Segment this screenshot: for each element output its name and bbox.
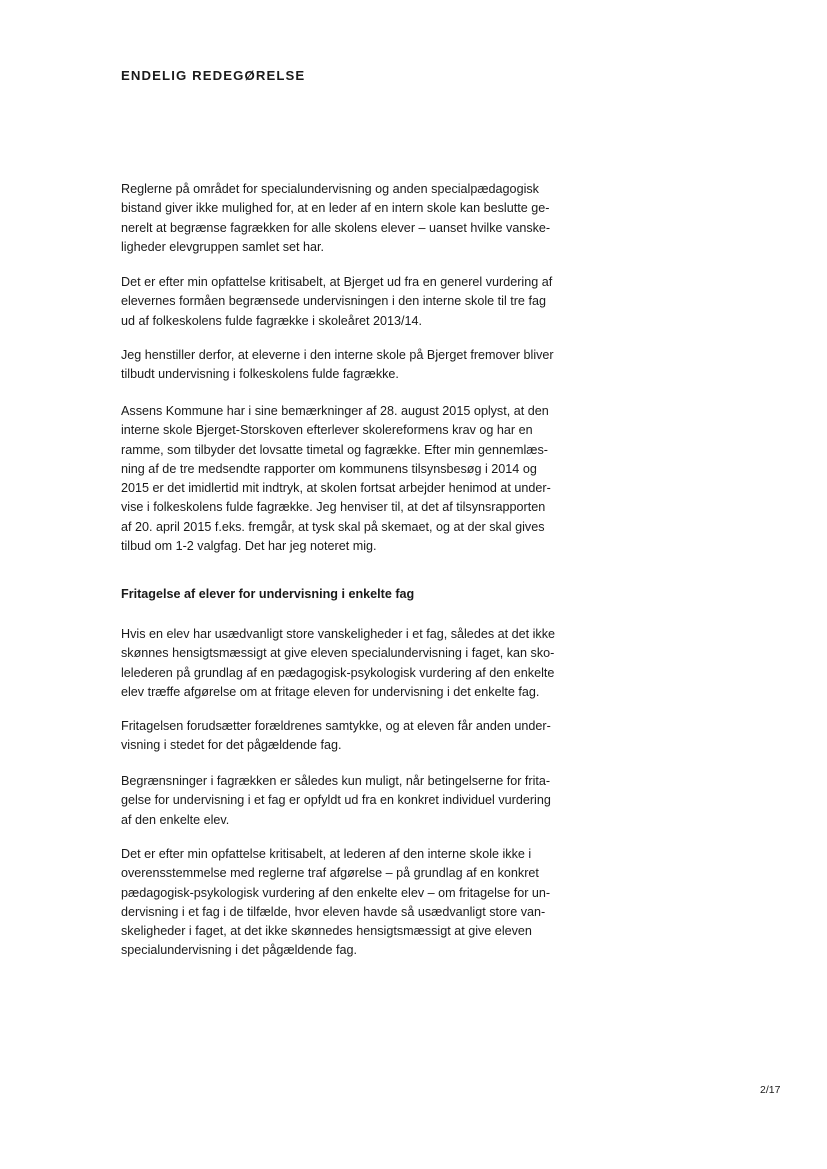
text-line: ligheder elevgruppen samlet set har. [121,239,325,254]
text-line: Det er efter min opfattelse kritisabelt, at lederen af den interne skole ikke i [121,847,532,861]
text-line: ramme, som tilbyder det lovsatte timetal og fagrække. Efter min gennemlæs- [121,442,548,457]
page-number: 2/17 [760,1084,781,1096]
text-line: Hvis en elev har usædvanligt store vanskeligheder i et fag, således at det ikke [121,627,556,641]
document-title: ENDELIG REDEGØRELSE [121,68,306,83]
paragraph [121,717,591,756]
paragraph [121,772,591,830]
paragraph [121,625,591,702]
section-heading: Fritagelse af elever for undervisning i enkelte fag [121,587,415,601]
text-line: Begrænsninger i fagrækken er således kun muligt, når betingelserne for frita- [121,774,551,788]
text-line: elevernes formåen begrænsede undervisningen i den interne skole til tre fag [121,294,546,309]
paragraph [121,273,591,331]
text-line: af den enkelte elev. [121,812,230,827]
paragraph [121,346,591,385]
text-line: tilbudt undervisning i folkeskolens fulde fagrække. [121,367,399,382]
text-line: Det er efter min opfattelse kritisabelt, at Bjerget ud fra en generel vurdering af [121,275,553,289]
text-line: ud af folkeskolens fulde fagrække i skoleåret 2013/14. [121,313,423,328]
text-line: ning af de tre medsendte rapporter om kommunens tilsynsbesøg i 2014 og [121,461,537,476]
text-line: af 20. april 2015 f.eks. fremgår, at tysk skal på skemaet, og at der skal gives [121,519,545,534]
text-line: skeligheder i faget, at det ikke skønnedes hensigtsmæssigt at give eleven [121,924,532,939]
text-line: lelederen på grundlag af en pædagogisk-psykologisk vurdering af den enkelte [121,665,555,680]
text-line: Fritagelsen forudsætter forældrenes samtykke, og at eleven får anden under- [121,719,551,733]
text-line: tilbud om 1-2 valgfag. Det har jeg noteret mig. [121,539,377,554]
text-line: skønnes hensigtsmæssigt at give eleven specialundervisning i faget, kan sko- [121,646,555,661]
paragraph [121,180,591,257]
text-line: interne skole Bjerget-Storskoven efterlever skolereformens krav og har en [121,423,533,438]
text-line: gelse for undervisning i et fag er opfyldt ud fra en konkret individuel vurdering [121,793,551,808]
text-line: 2015 er det imidlertid mit indtryk, at skolen fortsat arbejder henimod at under- [121,481,551,496]
text-line: bistand giver ikke mulighed for, at en leder af en intern skole kan beslutte ge- [121,201,550,216]
text-line: visning i stedet for det pågældende fag. [121,738,342,753]
text-line: Jeg henstiller derfor, at eleverne i den interne skole på Bjerget fremover bliver [121,348,554,362]
text-line: nerelt at begrænse fagrækken for alle skolens elever – uanset hvilke vanske- [121,220,551,235]
text-line: Reglerne på området for specialundervisning og anden specialpædagogisk [121,182,539,196]
text-line: specialundervisning i det pågældende fag. [121,943,357,958]
text-line: overensstemmelse med reglerne traf afgørelse – på grundlag af en konkret [121,866,539,881]
paragraph [121,402,591,556]
text-line: Assens Kommune har i sine bemærkninger af 28. august 2015 oplyst, at den [121,404,549,418]
text-line: elev træffe afgørelse om at fritage eleven for undervisning i det enkelte fag. [121,684,540,699]
paragraph [121,845,591,961]
text-line: vise i folkeskolens fulde fagrække. Jeg henviser til, at det af tilsynsrapporten [121,500,546,515]
text-line: pædagogisk-psykologisk vurdering af den enkelte elev – om fritagelse for un- [121,885,551,900]
text-line: dervisning i et fag i de tilfælde, hvor eleven havde så usædvanligt store van- [121,904,546,919]
